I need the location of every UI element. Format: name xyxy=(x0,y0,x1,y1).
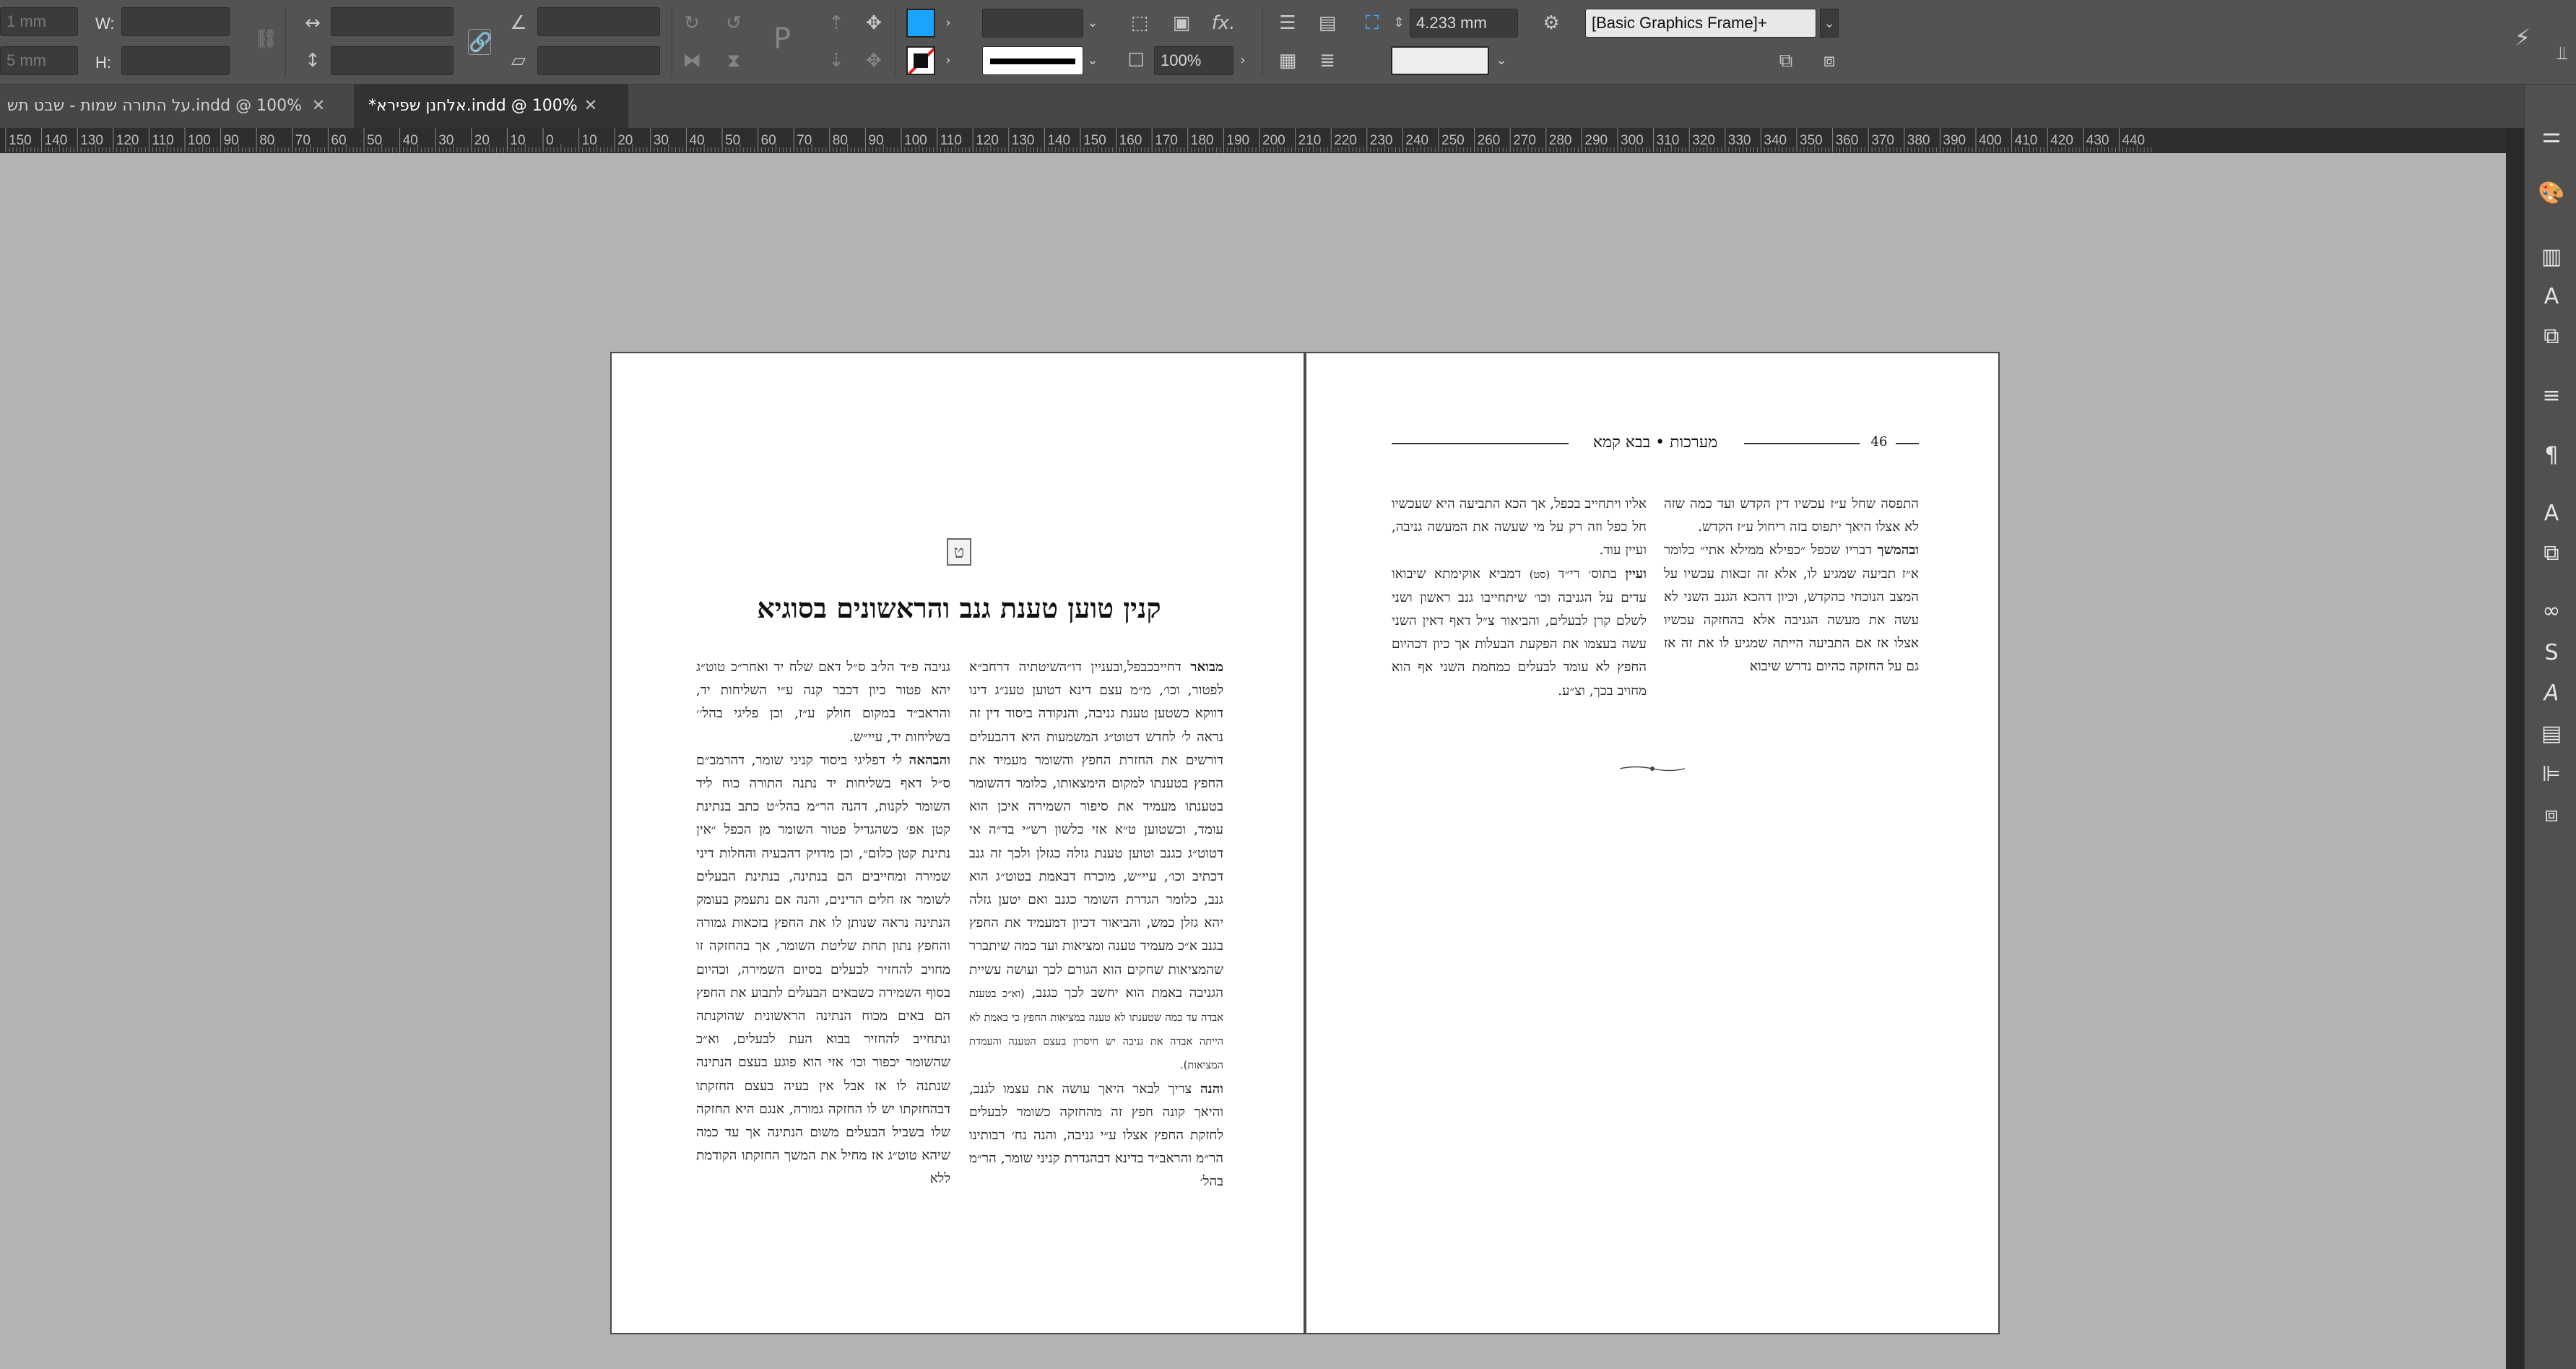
ruler-tick-label: 230 xyxy=(1369,133,1393,148)
links-icon[interactable]: ∞ xyxy=(2542,598,2561,623)
ruler-tick-label: 150 xyxy=(9,133,32,148)
ruler-tick-label: 10 xyxy=(510,133,526,148)
fill-swatch-icon[interactable] xyxy=(906,9,935,38)
stroke-weight-field[interactable] xyxy=(982,9,1083,38)
paragraph-text: דחייבכבפל,ובעניין‏ דו״השיטתיה דרחב״א לפטור, וכו׳, מ״מ עצם דינא דטוען טענ״ג דינו דווקא כשטען טענת גניבה, והנקודה ביסוד דין זה נראה ל׳ לחדש דטוט״ג המשמעות היא דהבעלים דורשים את החזרת החפץ והשומר מעמיד את החפץ בטענתו למקום הימצאותו, כלומר דהשומר בטענתו מעמיד את סיפור השמירה איכן הוא עומד, וכשטוען ט״א אזי כלשון רש״י בד״ה אי דטוט״ג כגנב וטוען טענת גזלה כגזלן ולכך זה גנב דכתיב וכו׳, עיי״ש, מוכרח דבאמת בטוט״ג הוא גנב, כלומר הגדרת השומר כגנב ואם יטען גזלה יהא גזלן כמש, והביאור דכיון דמעמיד את החפץ בגנב א״כ מעמיד טענה ומציאות ועד כמה שיתברר שהמציאות שחקים הוא הגורם לכך ועושה עשיית הגניבה באמת הוא יחשב לכך כגנב, xyxy=(969,660,1223,1001)
tab-document-1[interactable] xyxy=(0,85,354,128)
running-head-rule xyxy=(1392,443,1569,444)
ruler-tick-label: 90 xyxy=(223,133,239,148)
running-head-rule xyxy=(1896,443,1919,444)
text-column-right[interactable] xyxy=(969,656,1223,1194)
ruler-tick-label: 130 xyxy=(80,133,103,148)
stroke-type-field[interactable] xyxy=(982,46,1083,75)
ruler-tick-label: 240 xyxy=(1405,133,1429,148)
scale-y-icon: ↕ xyxy=(305,50,321,72)
paragraph-icon[interactable]: ¶ xyxy=(2544,443,2559,468)
y-position-field[interactable]: 5 mm xyxy=(0,46,78,75)
corner-options-icon[interactable]: ▣ xyxy=(1172,12,1191,34)
paragraph-text: התפסה שחל ע״ז עכשיו דין הקדש ועד כמה שזה לא אצלו היאך יתפוס בזה ריחול ע״ז הקדש. xyxy=(1664,496,1919,535)
text-wrap-bounding-icon[interactable]: ▤ xyxy=(1318,12,1337,34)
ruler-tick-label: 290 xyxy=(1584,133,1608,148)
ruler-tick-label: 10 xyxy=(581,133,597,148)
text-wrap-jump-icon[interactable]: ≣ xyxy=(1319,50,1335,72)
ruler-tick-label: 390 xyxy=(1943,133,1966,148)
ruler-tick-label: 100 xyxy=(904,133,927,148)
fill-swatch-dropdown[interactable]: › xyxy=(945,15,951,30)
ruler-tick-label: 370 xyxy=(1871,133,1894,148)
opacity-dropdown[interactable]: › xyxy=(1240,53,1246,68)
ruler-tick-label: 60 xyxy=(331,133,347,148)
ruler-tick-label: 220 xyxy=(1334,133,1357,148)
paragraph-text: דמביא אוקימתא שיבואו עדים על הגניבה וכו׳ שיתחייבו גנב ראשון ושני לשלם קרן לבעלים, והביאור צ״ל דאף דאין השני עשה בעצמו את הפקעת הבעלות אך כיון דכהיום החפץ לא עומד לבעלים כמחמת השני אף הוא מחויב בכך, וצ״ע. xyxy=(1392,566,1647,699)
ruler-tick-label: 60 xyxy=(760,133,776,148)
ruler-tick-label: 360 xyxy=(1835,133,1859,148)
close-icon[interactable]: ✕ xyxy=(584,97,598,115)
ruler-tick-label: 280 xyxy=(1548,133,1572,148)
stroke-align-icon[interactable]: ⛶ xyxy=(1365,12,1379,34)
lead-word: ועיין xyxy=(1625,566,1647,582)
height-label: H: xyxy=(95,53,111,72)
text-column-left[interactable] xyxy=(1392,493,1647,703)
ruler-tick-label: 120 xyxy=(116,133,139,148)
tab-label: על התורה שמות - שבט תש.indd @ 100% xyxy=(6,97,302,115)
panel-dock-strip xyxy=(2506,128,2524,1369)
ruler-tick-label: 190 xyxy=(1226,133,1250,148)
object-style-field[interactable]: [Basic Graphics Frame]+ xyxy=(1585,9,1816,38)
ruler-tick-label: 140 xyxy=(1047,133,1071,148)
paragraph xyxy=(696,656,950,749)
scale-x-icon: ↔ xyxy=(305,12,321,34)
constrain-scale-icon[interactable]: 🔗 xyxy=(468,29,491,55)
ruler-tick-label: 110 xyxy=(152,133,174,148)
table-icon[interactable]: ▤ xyxy=(2541,721,2562,746)
links-panel-icon[interactable]: ⧉ xyxy=(2544,324,2559,349)
stroke-style-field[interactable] xyxy=(1391,46,1489,75)
lead-word: והנה xyxy=(1200,1081,1223,1097)
width-label: W: xyxy=(95,14,115,33)
properties-icon[interactable]: ⚌ xyxy=(2541,123,2562,148)
cc-libraries-icon[interactable]: ▥ xyxy=(2541,244,2562,269)
ruler-tick-label: 380 xyxy=(1907,133,1930,148)
page-number: 46 xyxy=(1870,434,1888,449)
ruler-tick-label: 40 xyxy=(402,133,418,148)
paragraph-text: לי דפליגי ביסוד קניני שומר, דהרמב״ם ס״ל דאף בשליחות יד נתנה התורה כוח ליד השומר לקנות, דהנה הר״מ בהל״ט כתב בנתינת קטן אפ׳ כשהגדיל פטור השומר מן הכפל ״אין נתינת קטן כלום״, וכן מדויק דהבעיה והחלות דיני שמירה ומחייבים הם בנתינה, בנתינת הבעלים לשומר אז חלים הדינים, והנה אם נתעמק בעומק הנתינה נראה שנותן לו את החפץ בזכאות גמורה והחפץ נתון תחת שליטת השומר, אך בהחזקה זו מחויב להחזיר לבעלים בסיום השמירה, וכהיום בסוף השמירה כשבאים הבעלים לתבוע את החפץ הם באים מכוח הנתינה הראשונית שהוקנתה ונתחייב להחזיר בבוא העת לבעלים, וא״כ שהשומר יכפור וכו׳ אזי הוא פוגע בעצם הנתינה שנתנה לו אז אבל אין בעיה בעצם החזקתו דבהחזקתו יש לו החזקה גמורה, אנגם היא החזקה שלו בשביל הבעלים משום הנתינה אך עד כמה שיהא טוט״ג אז מחיל את המשך החזקתו הקודמת ללא xyxy=(696,752,950,1187)
glyphs-icon[interactable]: A xyxy=(2544,681,2559,706)
text-column-left[interactable] xyxy=(696,656,950,1191)
ruler-ticks xyxy=(0,128,2506,152)
object-style-icon[interactable]: ⚙ xyxy=(1543,12,1560,34)
ruler-tick-label: 270 xyxy=(1513,133,1536,148)
select-container-icon[interactable]: ⇡ xyxy=(828,12,844,34)
ruler-tick-label: 250 xyxy=(1441,133,1465,148)
opacity-icon: ☐ xyxy=(1127,50,1145,72)
ruler-tick-label: 20 xyxy=(617,133,633,148)
ruler-tick-label: 440 xyxy=(2122,133,2146,148)
ruler-tick-label: 170 xyxy=(1155,133,1178,148)
running-head-title: מערכות • בבא קמא xyxy=(1592,433,1718,452)
opacity-field[interactable]: 100% xyxy=(1154,46,1233,75)
reference-point-icon[interactable]: P xyxy=(773,22,792,56)
character-styles-icon[interactable]: A xyxy=(2544,284,2559,309)
paragraph xyxy=(1664,493,1919,539)
select-content-icon[interactable]: ⇣ xyxy=(828,50,844,72)
page-left[interactable] xyxy=(610,352,1305,1334)
paragraph xyxy=(1664,539,1919,678)
separator xyxy=(1262,6,1263,77)
footnote-text: (סט) xyxy=(1529,569,1551,581)
tab-document-2[interactable] xyxy=(354,85,628,128)
ruler-tick-label: 200 xyxy=(1262,133,1285,148)
ruler-tick-label: 300 xyxy=(1621,133,1644,148)
scale-y-field[interactable] xyxy=(331,46,454,75)
paragraph xyxy=(969,1078,1223,1194)
paragraph xyxy=(969,656,1223,1078)
separator xyxy=(285,6,286,77)
color-icon[interactable]: 🎨 xyxy=(2538,181,2565,206)
panel-menu-icon[interactable]: ⫫ xyxy=(2557,43,2568,64)
ruler-tick-label: 50 xyxy=(367,133,383,148)
running-head xyxy=(1392,433,1919,454)
shear-angle-icon: ▱ xyxy=(511,50,526,72)
select-previous-icon[interactable]: ✥ xyxy=(866,12,882,34)
close-icon[interactable]: ✕ xyxy=(311,97,326,115)
stroke-swatch-dropdown[interactable]: › xyxy=(945,53,951,68)
panel-dock xyxy=(2524,85,2576,1369)
clear-overrides-icon[interactable]: ⧉ xyxy=(1779,50,1793,72)
object-style-dropdown[interactable]: ⌄ xyxy=(1820,9,1839,38)
paragraph-text: צריך לבאר היאך עושה את עצמו לגנב, והיאך קונה חפץ זה מהחזקה כשומר לבעלים לחזקת החפץ אצלו ע״י גניבה, והנה נח׳ רבותינו הר״מ והראב״ד בדינא דבהגדרת קניני שומר, הר״מ בהל׳ xyxy=(969,1081,1223,1190)
stroke-stepper-icon[interactable]: ⇕ xyxy=(1393,15,1405,30)
ruler-tick-label: 120 xyxy=(976,133,999,148)
ruler-tick-label: 30 xyxy=(438,133,454,148)
ruler-tick-label: 80 xyxy=(832,133,848,148)
ruler-tick-label: 0 xyxy=(546,133,554,148)
swatches-icon[interactable]: S xyxy=(2544,640,2559,665)
style-options-icon[interactable]: ⧈ xyxy=(1823,50,1836,72)
horizontal-ruler[interactable] xyxy=(0,128,2506,153)
frame-fitting-icon[interactable]: ⬚ xyxy=(1130,12,1149,34)
ruler-tick-label: 330 xyxy=(1727,133,1751,148)
fx-icon[interactable]: fx. xyxy=(1211,12,1236,34)
stroke-style-dropdown[interactable]: ⌄ xyxy=(1496,53,1507,68)
align-icon[interactable]: ⊫ xyxy=(2541,761,2562,787)
ruler-tick-label: 180 xyxy=(1190,133,1214,148)
rotate-ccw-icon[interactable]: ↺ xyxy=(726,12,742,34)
rotate-angle-icon: ∠ xyxy=(510,12,527,34)
lead-word: והבהאה xyxy=(908,752,950,768)
ruler-tick-label: 80 xyxy=(259,133,275,148)
stroke-swatch-icon[interactable] xyxy=(906,46,935,75)
ruler-tick-label: 340 xyxy=(1764,133,1787,148)
ruler-tick-label: 140 xyxy=(44,133,68,148)
ruler-tick-label: 420 xyxy=(2050,133,2073,148)
stroke-weight-value-field[interactable]: 4.233 mm xyxy=(1410,9,1518,38)
x-position-field[interactable]: 1 mm xyxy=(0,7,78,36)
paragraph xyxy=(1392,493,1647,563)
section-end-ornament xyxy=(1620,764,1685,774)
paragraph xyxy=(1392,563,1647,703)
ruler-tick-label: 210 xyxy=(1298,133,1322,148)
paragraph xyxy=(696,749,950,1191)
lead-word: ובהמשך xyxy=(1877,543,1919,558)
shear-angle-field[interactable] xyxy=(537,46,660,75)
running-head-rule xyxy=(1744,443,1860,444)
ruler-tick-label: 430 xyxy=(2086,133,2109,148)
layers-icon[interactable]: ⧈ xyxy=(2544,802,2559,827)
lightning-icon[interactable]: ⚡ xyxy=(2514,24,2531,51)
article-title: קנין טוען טענת גנב והראשונים בסוגיא xyxy=(757,592,1161,624)
footnote-text: (וא״כ בטענת אבדה עד כמה שטענתו לא טענה במציאות החפץ כי באמת לא הייתה אבדה את גניבה יש חיסרון בעצם הטענה והעמדת המציאות). xyxy=(969,988,1223,1072)
ruler-tick-label: 310 xyxy=(1656,133,1680,148)
rotate-cw-icon[interactable]: ↻ xyxy=(684,12,700,34)
ruler-tick-label: 130 xyxy=(1011,133,1035,148)
flip-vertical-icon[interactable]: ⧗ xyxy=(727,50,741,72)
ruler-tick-label: 30 xyxy=(653,133,669,148)
stroke-type-dropdown[interactable]: ⌄ xyxy=(1087,53,1098,68)
height-field[interactable] xyxy=(121,46,230,75)
ruler-tick-label: 350 xyxy=(1800,133,1823,148)
scale-x-field[interactable] xyxy=(331,7,454,36)
ruler-tick-label: 20 xyxy=(474,133,490,148)
paragraph-text: בתוס׳ רי״ד xyxy=(1550,566,1626,582)
pages-icon[interactable]: ⧉ xyxy=(2544,540,2559,566)
flip-horizontal-icon[interactable]: ⧓ xyxy=(682,50,701,72)
ruler-tick-label: 70 xyxy=(797,133,812,148)
chapter-emblem: ט xyxy=(947,538,971,566)
ruler-tick-label: 70 xyxy=(295,133,311,148)
ruler-tick-label: 40 xyxy=(689,133,705,148)
ruler-tick-label: 150 xyxy=(1083,133,1106,148)
width-field[interactable] xyxy=(121,7,230,36)
character-icon[interactable]: A xyxy=(2544,501,2559,526)
menu-lines-icon[interactable]: ≡ xyxy=(2542,383,2561,408)
rotate-angle-field[interactable] xyxy=(537,7,660,36)
ruler-tick-label: 320 xyxy=(1692,133,1715,148)
text-column-right[interactable] xyxy=(1664,493,1919,679)
paragraph-text: דבריו שכפל ״כפילא ממילא אתי״ כלומר א״ז תביעה שמגיע לו, אלא זה זכאות עכשיו על המצב הנוכחי כהקדש, וכיון דהכא הגנב השני לא עשה את מעשה הגניבה אלא בהחזקה עכשיו אצלו אז אם התביעה הייתה שמגיע לו את זה אז גם על החזקה כהיום נדרש שיבוא xyxy=(1664,543,1919,675)
ruler-tick-label: 90 xyxy=(868,133,884,148)
select-next-icon[interactable]: ✥ xyxy=(866,50,882,72)
page-right[interactable] xyxy=(1305,352,2000,1334)
text-wrap-shape-icon[interactable]: ▦ xyxy=(1278,50,1297,72)
paragraph-text: אליו ויתחייב בכפל, אך הכא התביעה היא שעכשיו חל כפל וזה רק על מי שעשה את המעשה גניבה, ועיין עוד. xyxy=(1392,496,1647,558)
tab-label: *אלחנן שפירא.indd @ 100% xyxy=(368,97,578,115)
ruler-tick-label: 160 xyxy=(1119,133,1142,148)
text-wrap-none-icon[interactable]: ☰ xyxy=(1279,12,1296,34)
ruler-tick-label: 410 xyxy=(2014,133,2038,148)
document-tab-bar xyxy=(0,85,2576,128)
lead-word: מבואר xyxy=(1190,660,1223,675)
ruler-tick-label: 260 xyxy=(1477,133,1501,148)
control-panel xyxy=(0,0,2576,85)
paragraph-text: גניבה פ״ד הל׳ב ס״ל דאם שלח יד ואחר״כ טוט״ג יהא פטור כיון דכבר קנה ע״י השליחות יד, והראב״ד במקום חולק ע״ז, וכן פליגי בהל׳׳ בשליחות יד, עיי״ש. xyxy=(696,660,950,745)
stroke-weight-dropdown[interactable]: ⌄ xyxy=(1087,15,1098,30)
separator xyxy=(895,6,896,77)
ruler-tick-label: 50 xyxy=(725,133,741,148)
ruler-tick-label: 100 xyxy=(188,133,211,148)
ruler-tick-label: 400 xyxy=(1979,133,2002,148)
ruler-tick-label: 110 xyxy=(940,133,962,148)
constrain-proportions-icon[interactable]: ⛓ xyxy=(253,28,278,50)
